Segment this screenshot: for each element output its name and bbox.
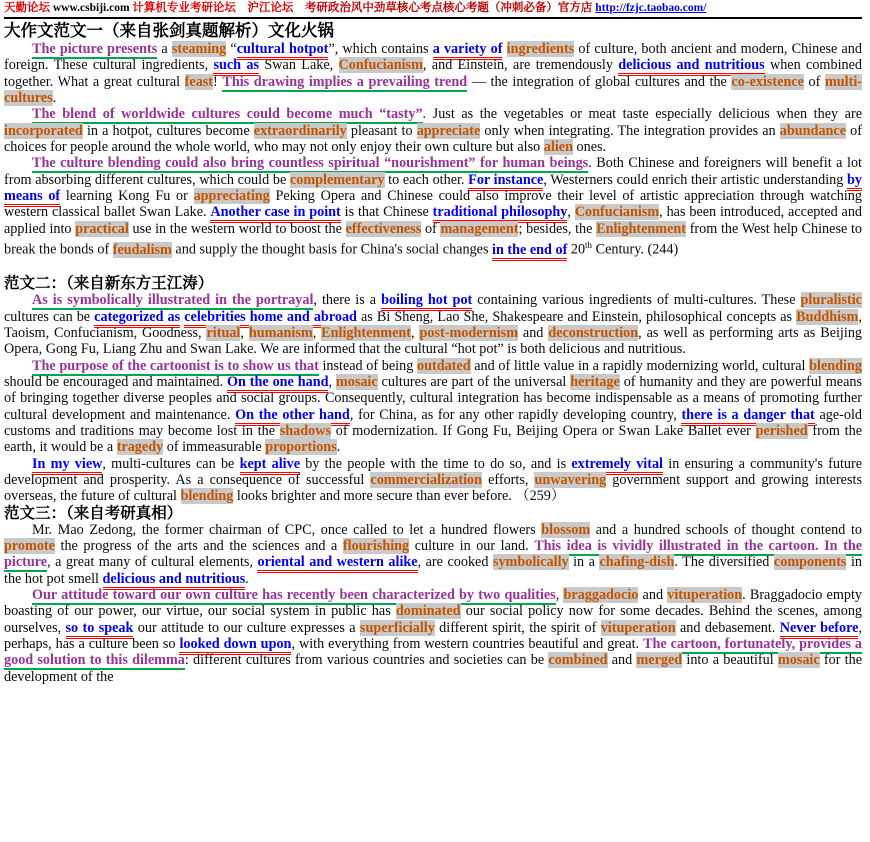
vocab-highlight: multi-cultures (4, 73, 862, 107)
text-run: , (312, 324, 322, 341)
text-run: our attitude to our culture expresses a (133, 619, 360, 636)
vocab-highlight: Confucianism (574, 204, 660, 221)
text-run: of humanity and they are powerful means of bringing together diverse peoples and social groups. Consequently, cultural integration has become indispensable as a means of promoting further cultural development and maintenance. (4, 373, 862, 423)
text-run: — the integration of global cultures and the (467, 73, 732, 90)
text-run: and supply the thought basis for China's social changes (171, 241, 493, 258)
key-expression-phrase: On the one hand (227, 374, 328, 393)
vocab-highlight: humanism (248, 324, 313, 341)
vocab-highlight: perished (755, 422, 808, 439)
text-run: of culture, both ancient and modern, Chinese and foreign. These cultural ingredients, (4, 41, 862, 74)
text-run: and (607, 652, 637, 669)
vocab-highlight: blending (809, 357, 862, 374)
vocab-highlight: incorporated (4, 122, 83, 139)
vocab-highlight: co-existence (731, 73, 804, 90)
vocab-highlight: practical (75, 220, 129, 237)
key-expression-phrase: there is a danger that (681, 407, 814, 426)
key-sentence-phrase: The blend of worldwide cultures could become much “tasty” (32, 106, 423, 123)
text-run: . (245, 570, 249, 587)
text-run: . Just as the vegetables or meat taste especially delicious when they are (422, 106, 862, 123)
vocab-highlight: deconstruction (548, 324, 639, 341)
header-site-name: www.csbiji.com (52, 2, 130, 14)
vocab-highlight: heritage (570, 373, 620, 390)
text-run: , are cooked (417, 554, 493, 571)
text-run: , for China, as for any other rapidly developing country, (349, 406, 682, 423)
vocab-highlight: mosaic (335, 373, 378, 390)
key-expression-phrase: For instance (468, 172, 543, 191)
vocab-highlight: tragedy (116, 439, 164, 456)
vocab-highlight: chafing-dish (599, 554, 675, 571)
text-run: to each other. (384, 171, 469, 188)
vocab-highlight: feudalism (112, 241, 172, 258)
text-run: Century. (244) (592, 241, 679, 258)
text-run: , has been introduced, accepted and applied into (4, 204, 863, 237)
text-run: culture in our land. (409, 538, 535, 555)
key-expression-phrase: delicious and nutritious (618, 57, 764, 76)
key-expression-phrase: in the end of (492, 242, 567, 261)
vocab-highlight: dominated (395, 603, 461, 620)
text-run: , perhaps, has a culture been so (4, 619, 862, 653)
paragraph (4, 41, 862, 106)
vocab-highlight: blossom (541, 521, 591, 538)
text-run: , multi-cultures can be (102, 455, 240, 472)
text-run: of (803, 73, 825, 90)
paragraph (4, 456, 862, 505)
vocab-highlight: ingredients (506, 41, 575, 57)
vocab-highlight: steaming (171, 41, 227, 57)
vocab-highlight: blending (180, 488, 234, 505)
vocab-highlight: Enlightenment (596, 220, 687, 237)
vocab-highlight: Confucianism (338, 57, 423, 74)
text-run: , a great many of cultural elements, (47, 554, 258, 571)
vocab-highlight: appreciating (193, 188, 270, 205)
key-sentence-phrase: The picture presents (32, 41, 158, 57)
text-run: , as well as performing arts as Beijing Opera, Gong Fu, Liang Zhu and Swan Lake. We are informed that the cultural “hot pot” is both delicious and nutritious. (4, 324, 863, 358)
vocab-highlight: extraordinarily (253, 122, 347, 139)
text-run: , with everything from western countries beautiful and great. (291, 636, 644, 653)
vocab-highlight: effectiveness (345, 220, 422, 237)
text-run: . (336, 439, 341, 456)
vocab-highlight: proportions (265, 439, 337, 456)
key-expression-phrase: Another case in point (210, 204, 340, 223)
vocab-highlight: merged (636, 652, 683, 669)
text-run: the progress of the arts and the sciences and a (54, 538, 343, 555)
vocab-highlight: symbolically (492, 554, 569, 571)
text-run: of (421, 220, 441, 237)
text-run: , (411, 324, 420, 341)
vocab-highlight: vituperation (600, 619, 676, 636)
key-expression-phrase: looked down upon (179, 636, 291, 655)
text-run: ; besides, the (518, 220, 597, 237)
key-expression-phrase: celebrities home and abroad (184, 309, 357, 328)
text-run: pleasant to (346, 122, 417, 139)
text-run: , Taoism, Confucianism, Goodness, (4, 308, 862, 341)
key-sentence-phrase: Our attitude toward our own culture has recently been characterized by two qualities (32, 587, 556, 604)
text-run: ”, which contains (328, 41, 433, 57)
vocab-highlight: feast (184, 73, 214, 90)
text-run: in a (568, 554, 600, 571)
key-sentence-phrase: The purpose of the cartoonist is to show us that (32, 357, 319, 374)
key-expression-phrase: extremely vital (571, 456, 663, 475)
text-run: , and Einstein, are tremendously (422, 57, 619, 74)
key-expression-phrase: In my view (32, 456, 102, 475)
key-expression-phrase: a variety of (433, 41, 503, 60)
section-heading: 范文二：（来自新东方王江涛） (4, 275, 214, 293)
text-run: from the West help Chinese to break the bonds of (4, 220, 862, 258)
vocab-highlight: promote (4, 538, 55, 555)
text-run: use in the western world to boost the (128, 220, 346, 237)
vocab-highlight: vituperation (667, 587, 743, 604)
key-expression-phrase: by means of (4, 172, 862, 207)
text-run: ! (213, 73, 223, 90)
vocab-highlight: Buddhism (796, 308, 859, 325)
text-run: in a hotpot, cultures become (82, 122, 254, 139)
key-expression-phrase: categorized as (94, 309, 180, 328)
text-run: a (157, 41, 172, 57)
key-expression-phrase: cultural hotpot (237, 41, 329, 60)
key-sentence-phrase: The culture blending could also bring countless spiritual “nourishment” for human beings (32, 155, 589, 172)
text-run: , (555, 587, 564, 604)
key-expression-phrase: Never before (780, 620, 859, 639)
text-run: , there is a (313, 292, 382, 309)
text-run: and of little value in a rapidly modernizing world, cultural (470, 357, 810, 374)
paragraph (4, 155, 862, 258)
key-sentence-phrase: This drawing implies a prevailing trend (222, 73, 468, 90)
text-run: and (638, 587, 668, 604)
vocab-highlight: pluralistic (800, 292, 862, 309)
text-run: learning Kong Fu or (60, 188, 194, 205)
vocab-highlight: alien (543, 139, 573, 156)
vocab-highlight: combined (548, 652, 608, 669)
vocab-highlight: complementary (289, 171, 385, 188)
text-run: and debasement. (675, 619, 780, 636)
paragraph (4, 358, 862, 456)
key-sentence-phrase: As is symbolically illustrated in the portrayal (32, 292, 314, 309)
header-text: 计算机专业考研论坛 沪江论坛 (129, 2, 305, 14)
text-run: should be encouraged and maintained. (4, 373, 227, 390)
key-sentence-phrase: This idea is vividly illustrated in the cartoon. In the picture (4, 538, 863, 571)
text-run: from the earth, it would be a (4, 422, 862, 456)
text-run: of immeasurable (163, 439, 266, 456)
text-run: cultures are part of the universal (377, 373, 571, 390)
vocab-highlight: shadows (279, 422, 332, 439)
text-run: and a hundred schools of thought contend to (590, 521, 862, 538)
text-run: Peking Opera and Chinese could also improve their level of artistic appreciation through watching western classical ballet Swan Lake. (4, 188, 862, 221)
text-run: Swan Lake, (259, 57, 339, 74)
key-expression-phrase: so to speak (66, 620, 134, 639)
text-run: for the development of the (4, 652, 863, 685)
vocab-highlight: outdated (416, 357, 471, 374)
key-expression-phrase: On the other hand (235, 407, 350, 426)
vocab-highlight: flourishing (342, 538, 410, 555)
text-run: only when integrating. The integration provides an (480, 122, 780, 139)
text-run: . Both Chinese and foreigners will benefit a lot from absorbing different cultures, which could be (4, 155, 862, 188)
text-run: into a beautiful (682, 652, 778, 669)
forum-header-bar (4, 1, 862, 19)
section-heading: 范文三：（来自考研真相） (4, 504, 183, 522)
text-run: . (52, 90, 57, 107)
text-run: efforts, (482, 471, 535, 488)
text-run: looks brighter and more secure than ever before. （259） (233, 488, 566, 505)
text-run: , Westerners could enrich their artistic understanding (543, 171, 848, 188)
superscript: th (585, 240, 593, 251)
vocab-highlight: management (440, 220, 519, 237)
text-run: . Braggadocio empty boasting of our power, our virtue, our social system in public has (4, 587, 863, 620)
text-run: . The diversified (674, 554, 774, 571)
text-run: 20 (567, 241, 586, 258)
key-expression-phrase: oriental and western alike (257, 554, 417, 573)
text-run: as Bi Sheng, Lao She, Shakespeare and Einstein, philosophical concepts as (356, 308, 797, 325)
text-run: different spirit, the spirit of (434, 619, 601, 636)
vocab-highlight: post-modernism (419, 324, 519, 341)
text-run: when combined together. What a great cultural (4, 57, 862, 90)
key-expression-phrase: boiling hot pot (381, 292, 472, 311)
text-run: , (567, 204, 575, 221)
taobao-link[interactable]: http://fzjc.taobao.com/ (595, 2, 707, 14)
header-text: 天勤论坛 (4, 2, 53, 14)
vocab-highlight: Enlightenment (321, 324, 412, 341)
key-sentence-phrase: The cartoon, fortunately, provides a good solution to this dilemma (4, 636, 862, 669)
vocab-highlight: ritual (206, 324, 241, 341)
paragraph (4, 587, 862, 685)
vocab-highlight: abundance (779, 122, 847, 139)
text-run: of modernization. If Gong Fu, Beijing Opera or Swan Lake Ballet ever (331, 422, 756, 439)
key-expression-phrase: traditional philosophy (433, 204, 568, 223)
text-run: ones. (572, 139, 607, 156)
vocab-highlight: commercialization (370, 471, 483, 488)
vocab-highlight: unwavering (534, 471, 607, 488)
text-run: , (328, 373, 336, 390)
text-run: cultures can be (4, 308, 95, 325)
essay-title: 大作文范文一（来自张剑真题解析）文化火锅 (4, 21, 334, 40)
text-run: age-old customs and traditions may become lost in the (4, 406, 862, 439)
vocab-highlight: braggadocio (563, 587, 639, 604)
text-run: of choices for people around the whole world, who may not only enjoy their own culture but also (4, 122, 862, 156)
vocab-highlight: mosaic (777, 652, 820, 669)
paragraph (4, 292, 862, 357)
paragraph (4, 522, 862, 587)
text-run: is that Chinese (340, 204, 433, 221)
text-run: by the people with the time to do so, and is (300, 455, 572, 472)
text-run: Mr. Mao Zedong, the former chairman of CPC, once called to let a hundred flowers (32, 521, 542, 538)
vocab-highlight: superficially (359, 619, 435, 636)
text-run: containing various ingredients of multi-cultures. These (472, 292, 801, 309)
text-run: : different cultures from various countries and societies can be (184, 652, 549, 669)
vocab-highlight: components (773, 554, 847, 571)
text-run: “ (226, 41, 237, 57)
text-run: , (240, 324, 249, 341)
paragraph (4, 106, 862, 155)
text-run: in the hot pot smell (4, 554, 862, 587)
text-run: and (518, 324, 549, 341)
document-body (4, 21, 862, 685)
text-run: government support and growing interests overseas, the future of cultural (4, 471, 862, 505)
text-run: our social policy now for some decades. Behind the scenes, among ourselves, (4, 603, 863, 636)
key-expression-phrase: kept alive (240, 456, 300, 475)
key-expression-phrase: delicious and nutritious (103, 571, 246, 590)
key-expression-phrase: such as (213, 57, 259, 76)
text-run: in ensuring a community's future development and prosperity. As a consequence of successful (4, 455, 862, 488)
text-run: instead of being (318, 357, 417, 374)
header-promo-text: 考研政治风中劲草核心考点核心考题（冲刺必备）官方店 (304, 2, 596, 14)
vocab-highlight: appreciate (416, 122, 481, 139)
